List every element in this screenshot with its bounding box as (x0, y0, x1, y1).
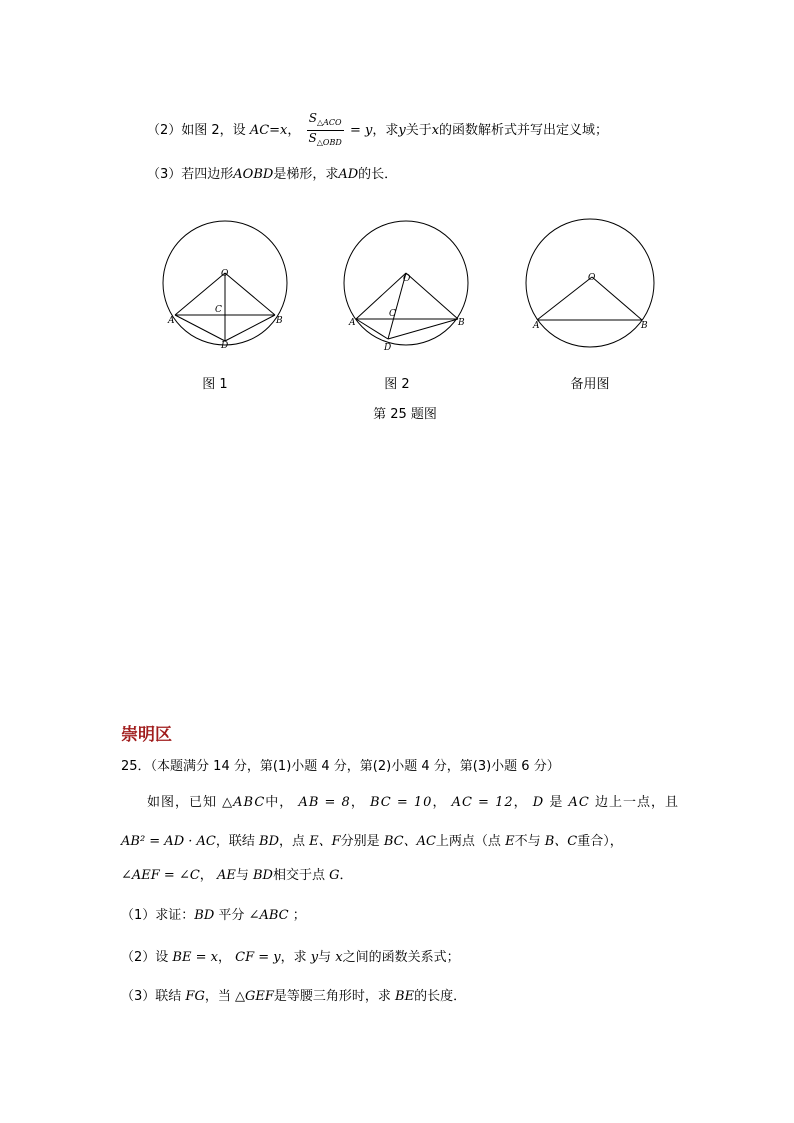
q25-p2-y: y (310, 950, 319, 965)
q25-p1-b: 平分 (218, 908, 245, 923)
fig3-caption: 备用图 (570, 377, 610, 392)
q25-p2-c: ，求 (280, 950, 307, 965)
fig1-label-c: C (215, 305, 222, 315)
q24-part3-suffix: 的长． (358, 167, 398, 182)
q25-p1-bd: BD (194, 908, 215, 923)
q25-title: 25．（本题满分 14 分，第(1)小题 4 分，第(2)小题 4 分，第(3)小题 6 分） (121, 759, 560, 774)
q25-ac-value: AC = 12 (451, 795, 514, 810)
q25-triangle-abc: △ABC (222, 795, 266, 810)
q25-line3-b: 与 (235, 868, 249, 883)
q25-line1-b: 中， (265, 795, 294, 810)
q24-part2-x: x (431, 123, 440, 138)
q24-part2 (147, 111, 608, 150)
fig3-label-b: B (641, 321, 648, 331)
q24-part2-prefix: （2）如图 2，设 (147, 123, 246, 138)
figure-group-caption: 第 25 题图 (373, 407, 437, 422)
q25-side-ac: AC (568, 795, 590, 810)
q25-sides-bc-ac: BC、AC (383, 834, 436, 849)
q25-p1-angle: ∠ABC (248, 908, 289, 923)
q25-part3 (121, 989, 466, 1005)
fig2-caption: 图 2 (384, 377, 410, 392)
district-heading: 崇明区 (121, 725, 172, 745)
q24-part2-eq: = y (349, 123, 373, 138)
fig1-label-a: A (168, 316, 175, 326)
q25-angle-eq: ∠AEF = ∠C (121, 868, 200, 883)
q25-p3-fg: FG (185, 989, 205, 1004)
q25-p3-d: 的长度． (414, 989, 467, 1004)
fig2-label-a: A (349, 318, 356, 328)
frac-den-s: S (308, 131, 317, 145)
q25-p2-e: 之间的函数关系式； (342, 950, 460, 965)
q25-p3-b: ，当 (204, 989, 231, 1004)
q25-segment-ae: AE (216, 868, 236, 883)
q25-p3-be: BE (395, 989, 415, 1004)
q25-point-g: G (329, 868, 340, 883)
q25-line2-a: ，联结 (215, 834, 255, 849)
fig1-label-d: D (221, 341, 229, 351)
q24-part3-ad: AD (338, 167, 359, 182)
q24-part3-mid: 是梯形，求 (273, 167, 339, 182)
q25-line1 (147, 795, 679, 811)
q25-bc-value: BC = 10 (369, 795, 433, 810)
fig3-circle (526, 219, 654, 347)
q25-segment-bd-2: BD (253, 868, 273, 883)
fig1-ob (225, 273, 275, 315)
fig2-ob (406, 273, 458, 319)
frac-num-sub: △ACO (316, 118, 342, 127)
q25-line2-b: ，点 (279, 834, 306, 849)
fig2-ad (356, 319, 388, 339)
q25-line2-e: 不与 (514, 834, 541, 849)
fig1-caption: 图 1 (202, 377, 228, 392)
q25-p2-d: 与 (318, 950, 332, 965)
fig3-oa (537, 277, 592, 320)
q25-p1-c: ； (292, 908, 306, 923)
q25-p1-a: （1）求证： (121, 908, 195, 923)
q25-p2-a: （2）设 (121, 950, 169, 965)
fig3-label-o: O (588, 273, 596, 283)
q25-line3-c: 相交于点 (272, 868, 325, 883)
fig2-oa (356, 273, 406, 319)
q25-line2-c: 分别是 (340, 834, 380, 849)
q24-part2-var: AC=x (249, 123, 288, 138)
q25-line1-a: 如图，已知 (147, 795, 218, 810)
q24-part3 (147, 167, 397, 183)
q25-p2-x: x (335, 950, 343, 965)
q24-part2-suffix: 的函数解析式并写出定义域； (439, 123, 609, 138)
fig2-label-d: D (384, 343, 392, 353)
q24-part3-quad: AOBD (233, 167, 274, 182)
q25-points-bc: B、C (544, 834, 578, 849)
q25-line1-e: ， (513, 795, 528, 810)
q25-p3-a: （3）联结 (121, 989, 182, 1004)
q25-p3-triangle: △GEF (234, 989, 274, 1004)
q24-part2-y: y (398, 123, 406, 138)
q25-p3-c: 是等腰三角形时，求 (273, 989, 391, 1004)
fig3-label-a: A (533, 321, 540, 331)
q25-p2-be: BE = x (172, 950, 218, 965)
fig2-label-o: O (403, 274, 411, 284)
q25-line1-f: 是 (549, 795, 564, 810)
q25-p2-b: ， (217, 950, 231, 965)
q25-segment-bd: BD (259, 834, 279, 849)
fig1-label-b: B (276, 316, 283, 326)
q25-line1-g: 边上一点，且 (595, 795, 680, 810)
q25-part2 (121, 950, 460, 966)
q25-line3 (121, 868, 353, 884)
frac-den-sub: △OBD (316, 138, 342, 147)
fig1-label-o: O (221, 269, 229, 279)
q25-ab-value: AB = 8 (298, 795, 351, 810)
q25-point-e: E (505, 834, 515, 849)
q25-part1 (121, 908, 306, 924)
q25-line2-f: 重合）， (577, 834, 623, 849)
q25-line2 (121, 834, 623, 850)
q25-ab-squared-eq: AB² = AD · AC (121, 834, 216, 849)
frac-num-s: S (308, 111, 317, 125)
area-ratio-fraction (307, 111, 344, 150)
q25-line2-d: 上两点（点 (435, 834, 501, 849)
q24-part2-mid2: 关于 (405, 123, 432, 138)
q25-points-ef: E、F (309, 834, 341, 849)
q25-point-d: D (532, 795, 545, 810)
q25-line1-d: ， (432, 795, 447, 810)
q25-line3-a: ， (199, 868, 213, 883)
q24-part3-prefix: （3）若四边形 (147, 167, 234, 182)
fig2-label-c: C (389, 309, 396, 319)
q24-part2-comma: ， (287, 123, 301, 138)
fig2-label-b: B (458, 318, 465, 328)
q25-p2-cf: CF = y (235, 950, 281, 965)
q25-line1-c: ， (350, 795, 365, 810)
q24-part2-mid: ，求 (372, 123, 399, 138)
q25-line3-d: ． (339, 868, 353, 883)
fig3-ob (592, 277, 642, 320)
geometry-figures (0, 215, 794, 395)
